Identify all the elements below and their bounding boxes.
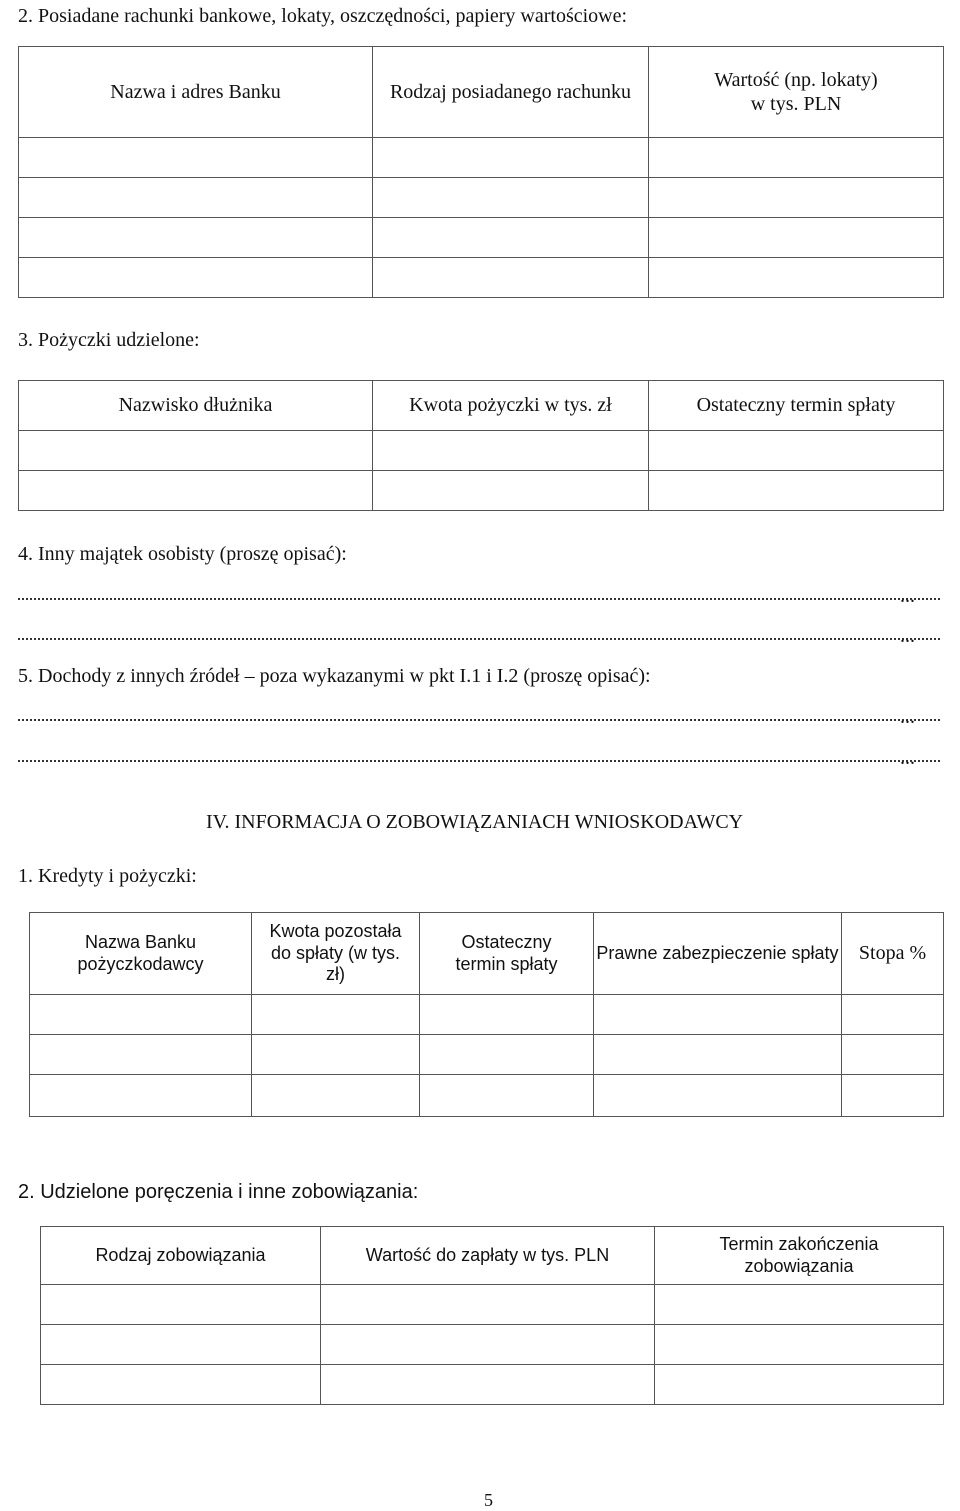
- table-cell[interactable]: [655, 1285, 944, 1325]
- answer-line-suffix: ...: [900, 747, 915, 769]
- answer-line[interactable]: [18, 719, 940, 721]
- table-cell[interactable]: [41, 1365, 321, 1405]
- table-cell[interactable]: [649, 178, 944, 218]
- table-cell[interactable]: [420, 1075, 594, 1117]
- table-cell[interactable]: [19, 258, 373, 298]
- header-value: Wartość (np. lokaty) w tys. PLN: [649, 47, 944, 138]
- header-legal-security: Prawne zabezpieczenie spłaty: [594, 913, 842, 995]
- header-loan-amount: Kwota pożyczki w tys. zł: [373, 381, 649, 431]
- table-cell[interactable]: [19, 138, 373, 178]
- header-lender-bank: Nazwa Banku pożyczkodawcy: [30, 913, 252, 995]
- bank-accounts-table: [18, 46, 944, 298]
- table-cell[interactable]: [373, 178, 649, 218]
- header-end-date: Termin zakończenia zobowiązania: [655, 1227, 944, 1285]
- table-cell[interactable]: [30, 1035, 252, 1075]
- table-cell[interactable]: [655, 1365, 944, 1405]
- guarantees-table: [40, 1226, 944, 1405]
- credits-loans-table: [29, 912, 944, 1117]
- table-cell[interactable]: [842, 995, 944, 1035]
- header-bank-name: Nazwa i adres Banku: [19, 47, 373, 138]
- table-cell[interactable]: [649, 258, 944, 298]
- answer-line[interactable]: [18, 760, 940, 762]
- table-cell[interactable]: [19, 471, 373, 511]
- table-cell[interactable]: [252, 995, 420, 1035]
- table-cell[interactable]: [655, 1325, 944, 1365]
- table-cell[interactable]: [321, 1285, 655, 1325]
- header-account-type: Rodzaj posiadanego rachunku: [373, 47, 649, 138]
- section-5-title: 5. Dochody z innych źródeł – poza wykazanymi w pkt I.1 i I.2 (proszę opisać):: [18, 665, 651, 687]
- header-final-term: Ostateczny termin spłaty: [420, 913, 594, 995]
- guarantees-title: 2. Udzielone poręczenia i inne zobowiązania:: [18, 1181, 419, 1203]
- section-2-title: 2. Posiadane rachunki bankowe, lokaty, oszczędności, papiery wartościowe:: [18, 5, 628, 27]
- header-interest-rate: Stopa %: [842, 913, 944, 995]
- table-cell[interactable]: [373, 138, 649, 178]
- table-cell[interactable]: [19, 178, 373, 218]
- answer-line-suffix: ...: [900, 585, 915, 607]
- table-cell[interactable]: [594, 1075, 842, 1117]
- table-cell[interactable]: [649, 471, 944, 511]
- table-cell[interactable]: [30, 1075, 252, 1117]
- table-cell[interactable]: [321, 1365, 655, 1405]
- table-cell[interactable]: [19, 218, 373, 258]
- table-cell[interactable]: [30, 995, 252, 1035]
- table-cell[interactable]: [373, 258, 649, 298]
- table-cell[interactable]: [649, 138, 944, 178]
- header-amount-due: Wartość do zapłaty w tys. PLN: [321, 1227, 655, 1285]
- header-remaining-amount: Kwota pozostała do spłaty (w tys. zł): [252, 913, 420, 995]
- table-cell[interactable]: [420, 1035, 594, 1075]
- table-cell[interactable]: [649, 431, 944, 471]
- section-4-title: 4. Inny majątek osobisty (proszę opisać):: [18, 543, 347, 565]
- section-iv-heading: IV. INFORMACJA O ZOBOWIĄZANIACH WNIOSKODAWCY: [206, 811, 744, 833]
- header-debtor-name: Nazwisko dłużnika: [19, 381, 373, 431]
- table-cell[interactable]: [594, 995, 842, 1035]
- credits-loans-title: 1. Kredyty i pożyczki:: [18, 865, 197, 887]
- table-cell[interactable]: [373, 218, 649, 258]
- table-cell[interactable]: [252, 1035, 420, 1075]
- table-cell[interactable]: [842, 1035, 944, 1075]
- table-cell[interactable]: [321, 1325, 655, 1365]
- page-number: 5: [484, 1490, 493, 1510]
- answer-line[interactable]: [18, 638, 940, 640]
- answer-line-suffix: ...: [900, 706, 915, 728]
- loans-given-table: [18, 380, 944, 511]
- header-obligation-type: Rodzaj zobowiązania: [41, 1227, 321, 1285]
- answer-line-suffix: ...: [900, 625, 915, 647]
- table-cell[interactable]: [41, 1285, 321, 1325]
- header-final-repayment-date: Ostateczny termin spłaty: [649, 381, 944, 431]
- table-cell[interactable]: [420, 995, 594, 1035]
- section-3-title: 3. Pożyczki udzielone:: [18, 329, 200, 351]
- table-cell[interactable]: [649, 218, 944, 258]
- table-cell[interactable]: [373, 471, 649, 511]
- table-cell[interactable]: [19, 431, 373, 471]
- table-cell[interactable]: [842, 1075, 944, 1117]
- table-cell[interactable]: [252, 1075, 420, 1117]
- table-cell[interactable]: [373, 431, 649, 471]
- answer-line[interactable]: [18, 598, 940, 600]
- table-cell[interactable]: [594, 1035, 842, 1075]
- table-cell[interactable]: [41, 1325, 321, 1365]
